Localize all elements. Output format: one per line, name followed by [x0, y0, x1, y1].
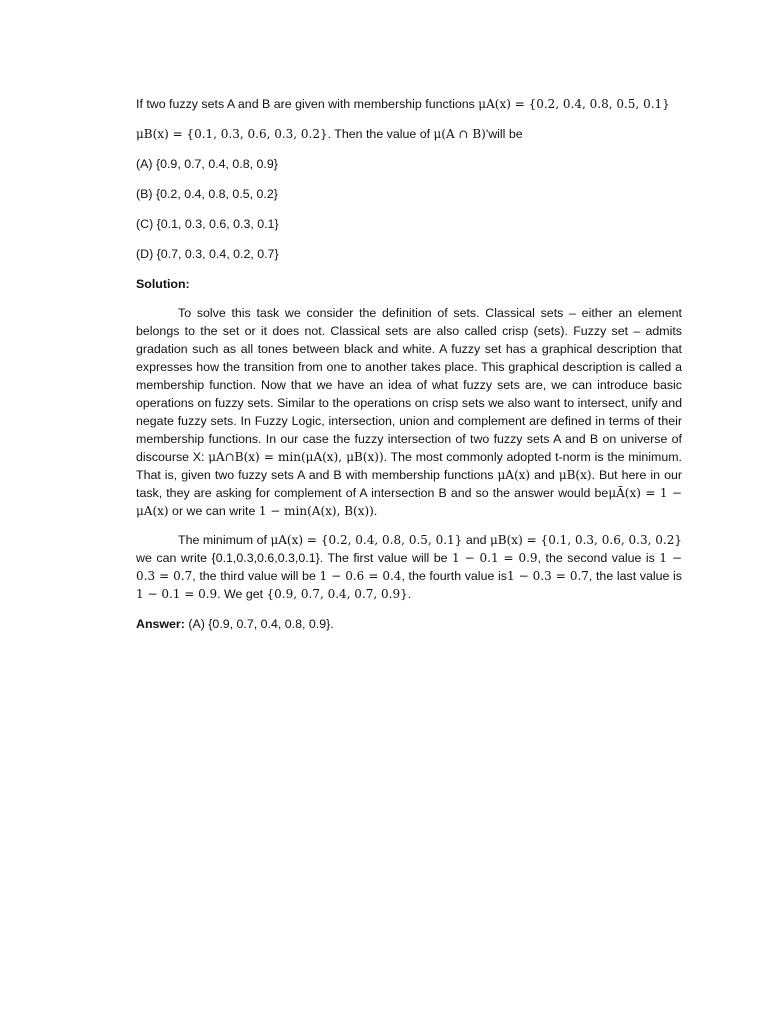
membership-a-math: μA(x) = {0.2, 0.4, 0.8, 0.5, 0.1}: [270, 533, 463, 547]
answer-line: [136, 615, 682, 633]
question-line-1: [136, 95, 682, 113]
complement-math: μĀ(x) = 1 − μA(x): [136, 486, 682, 518]
paragraph-text: .: [373, 504, 378, 518]
answer-label: Answer:: [136, 617, 185, 631]
question-text: 'will be: [485, 127, 523, 141]
calc-last-math: 1 − 0.1 = 0.9: [136, 587, 218, 601]
document-content: [136, 95, 682, 633]
membership-b-math: μB(x) = {0.1, 0.3, 0.6, 0.3, 0.2}: [136, 127, 328, 141]
option-a: (A) {0.9, 0.7, 0.4, 0.8, 0.9}: [136, 157, 278, 171]
membership-a-math: μA(x) = {0.2, 0.4, 0.8, 0.5, 0.1}: [478, 97, 670, 111]
question-line-2: [136, 125, 682, 143]
intersection-math: μ(A ∩ B): [433, 127, 486, 141]
paragraph-text: , the second value is: [537, 551, 660, 565]
paragraph-text: , the fourth value is: [401, 569, 507, 583]
question-text: . Then the value of: [327, 127, 434, 141]
membership-b-math: μB(x): [558, 468, 592, 482]
option-d: (D) {0.7, 0.3, 0.4, 0.2, 0.7}: [136, 247, 279, 261]
solution-paragraph-2: [136, 531, 682, 603]
membership-a-math: μA(x): [497, 468, 531, 482]
calc-second-math: 1 − 0.3 = 0.7: [136, 551, 682, 583]
option-b: (B) {0.2, 0.4, 0.8, 0.5, 0.2}: [136, 187, 278, 201]
option-c: (C) {0.1, 0.3, 0.6, 0.3, 0.1}: [136, 217, 279, 231]
paragraph-text: The minimum of: [178, 533, 271, 547]
calc-first-math: 1 − 0.1 = 0.9: [452, 551, 538, 565]
solution-paragraph-1: [136, 304, 682, 520]
solution-heading: Solution:: [136, 277, 190, 291]
min-complement-math: 1 − min(A(x), B(x)): [258, 504, 374, 518]
paragraph-text: or we can write: [168, 504, 259, 518]
paragraph-text: and: [530, 468, 559, 482]
paragraph-text: , the last value is: [588, 569, 682, 583]
membership-b-math: μB(x) = {0.1, 0.3, 0.6, 0.3, 0.2}: [490, 533, 683, 547]
paragraph-text: . We get: [217, 587, 267, 601]
paragraph-text: . The most commonly adopted t-norm is the minimum. That is, given two fuzzy sets A and B with membership functions: [136, 450, 682, 482]
question-text: If two fuzzy sets A and B are given with membership functions: [136, 97, 479, 111]
paragraph-text: and: [462, 533, 490, 547]
paragraph-text: To solve this task we consider the definition of sets. Classical sets – either an element belongs to the set or it does not. Classical sets are also called crisp (sets). Fuzzy set – admits gradation such as all tones between black and white. A fuzzy set has a graphical description that expresses how the transition from one to another takes place. This graphical description is called a membership function. Now that we have an idea of what fuzzy sets are, we can introduce basic operations on fuzzy sets. Similar to the operations on crisp sets we also want to intersect, unify and negate fuzzy sets. In Fuzzy Logic, intersection, union and complement are defined in terms of their membership functions. In our case the fuzzy intersection of two fuzzy sets A and B on universe of discourse X:: [136, 306, 682, 464]
paragraph-text: , the third value will be: [192, 569, 320, 583]
calc-fourth-math: 1 − 0.3 = 0.7: [506, 569, 589, 583]
intersection-definition-math: μA∩B(x) = min(μA(x), μB(x)): [208, 450, 384, 464]
calc-third-math: 1 − 0.6 = 0.4: [319, 569, 402, 583]
result-set-math: {0.9, 0.7, 0.4, 0.7, 0.9}: [266, 587, 408, 601]
paragraph-text: .: [407, 587, 412, 601]
paragraph-text: . But here in our task, they are asking for complement of A intersection B and so the answer would be: [136, 468, 682, 500]
answer-text: (A) {0.9, 0.7, 0.4, 0.8, 0.9}.: [184, 617, 334, 631]
paragraph-text: we can write {0.1,0.3,0.6,0.3,0.1}. The first value will be: [136, 551, 453, 565]
